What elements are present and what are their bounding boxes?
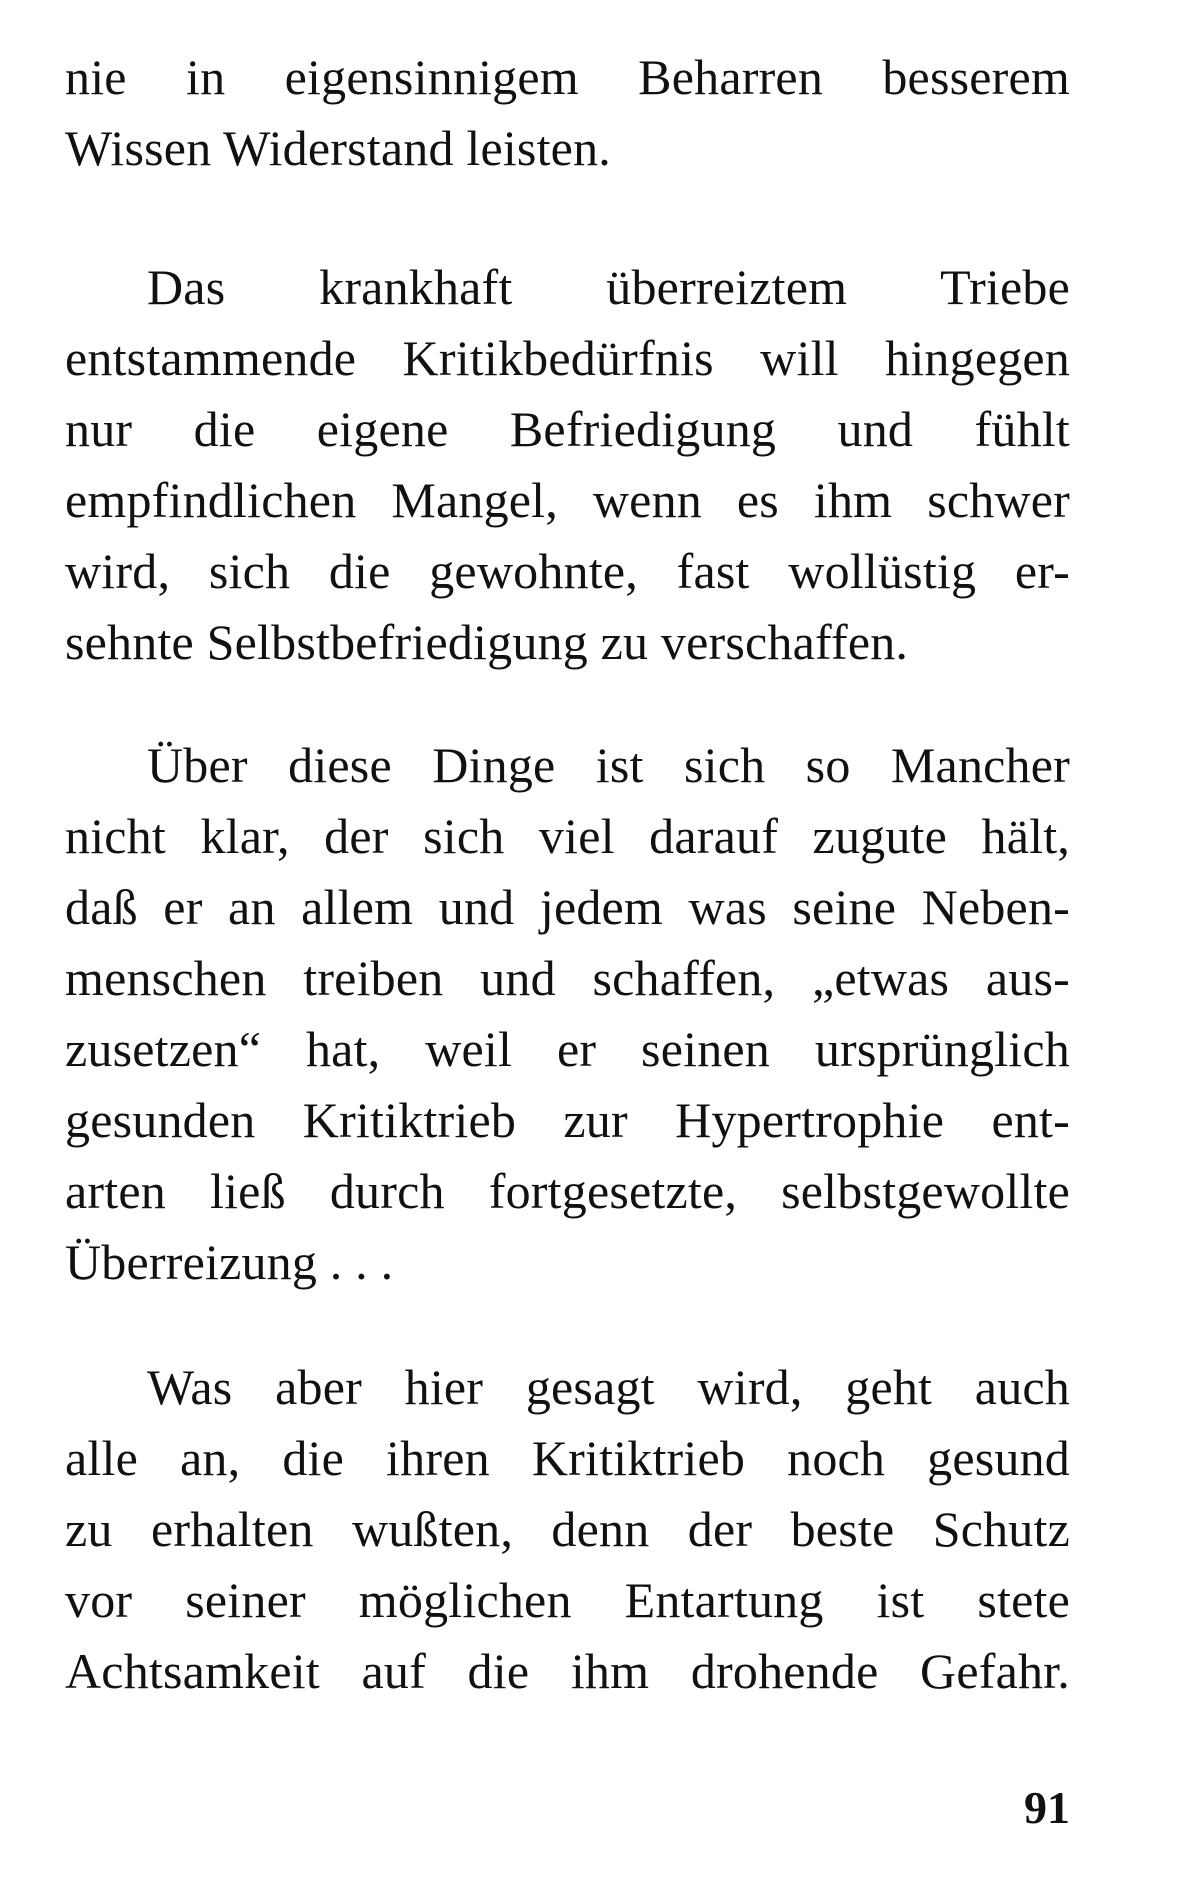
text-line: Über diese Dinge ist sich so Mancher [147,737,1070,793]
text-line: daß er an allem und jedem was seine Neben- [65,879,1070,935]
text-line: Überreizung . . . [65,1234,394,1290]
text-line: alle an, die ihren Kritiktrieb noch gesund [65,1430,1070,1486]
text-line: gesunden Kritiktrieb zur Hypertrophie ent- [65,1092,1070,1148]
text-line: arten ließ durch fortgesetzte, selbstgewollte [65,1163,1070,1219]
text-line: vor seiner möglichen Entartung ist stete [65,1572,1070,1628]
page-number: 91 [1024,1782,1070,1833]
text-line: zusetzen“ hat, weil er seinen ursprünglich [65,1021,1070,1077]
paragraph-1 [65,42,1070,184]
text-line: entstammende Kritikbedürfnis will hingegen [65,330,1070,386]
text-line: Das krankhaft überreiztem Triebe [147,259,1070,315]
text-line: zu erhalten wußten, denn der beste Schutz [65,1501,1070,1557]
paragraph-4 [65,1352,1070,1707]
text-line: nur die eigene Befriedigung und fühlt [65,401,1070,457]
paragraph-2 [65,252,1070,678]
text-line: empfindlichen Mangel, wenn es ihm schwer [65,472,1070,528]
text-line: wird, sich die gewohnte, fast wollüstig er- [65,543,1070,599]
paragraph-3 [65,730,1070,1298]
text-line: Wissen Widerstand leisten. [65,120,611,176]
text-line: menschen treiben und schaffen, „etwas aus- [65,950,1070,1006]
text-line: Achtsamkeit auf die ihm drohende Gefahr. [65,1643,1070,1699]
text-line: nicht klar, der sich viel darauf zugute hält, [65,808,1070,864]
text-line: nie in eigensinnigem Beharren besserem [65,49,1070,105]
text-line: Was aber hier gesagt wird, geht auch [147,1359,1070,1415]
text-line: sehnte Selbstbefriedigung zu verschaffen. [65,614,909,670]
